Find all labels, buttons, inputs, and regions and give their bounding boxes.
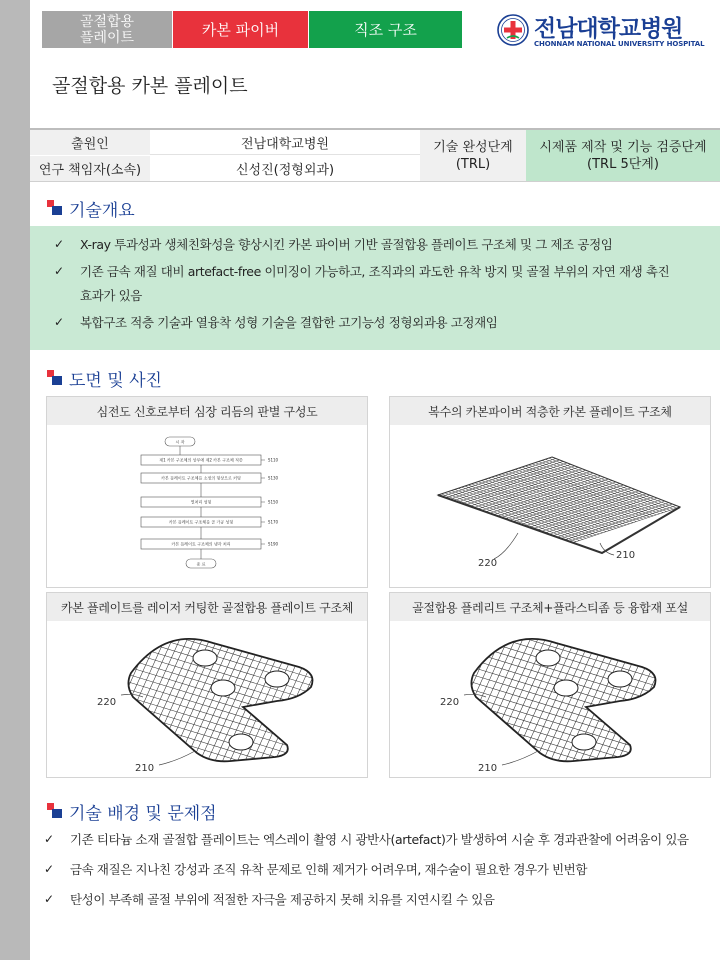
tag-gray-line1: 골절합용 <box>79 13 135 30</box>
panel-caption: 복수의 카본파이버 적층한 카본 플레이트 구조체 <box>390 397 710 425</box>
flowchart-step-4-label: 카본 플레이트 구조체를 골 가공 성형 <box>168 519 234 525</box>
tag-fracture-plate <box>42 11 172 48</box>
overview-bullet <box>54 235 720 254</box>
background-list <box>44 830 720 920</box>
background-bullet <box>44 830 720 849</box>
panel-caption: 심전도 신호로부터 심장 리듬의 판별 구성도 <box>47 397 367 425</box>
overview-bullet-continuation <box>80 286 720 305</box>
overview-title: 기술개요 <box>69 200 135 221</box>
check-icon: ✓ <box>54 315 64 329</box>
researcher-label: 연구 책임자(소속) <box>30 156 150 181</box>
overview-bullet-text: 기존 금속 재질 대비 artefact-free 이미징이 가능하고, 조직과의 과도한 유착 방지 및 골절 부위의 자연 재생 촉진 <box>80 264 670 279</box>
trl-value-line1: 시제품 제작 및 기능 검증단계 <box>539 139 707 155</box>
flowchart-end-label: 종 료 <box>196 561 206 567</box>
laser-cut-plate-drawing <box>47 621 369 779</box>
researcher-value: 신성진(정형외과) <box>235 163 335 178</box>
overview-bullet <box>54 262 720 281</box>
background-bullet-text: 금속 재질은 지나친 강성과 조직 유착 문제로 인해 제거가 어려우며, 재수술이 필요한 경우가 빈번함 <box>70 862 588 877</box>
trl-label-line2: (TRL) <box>455 156 491 172</box>
section-square-icon <box>47 370 63 386</box>
label-220: 220 <box>97 697 117 708</box>
trl-label-line1: 기술 완성단계 <box>433 139 513 155</box>
overview-bullet-text: X-ray 투과성과 생체친화성을 향상시킨 카본 파이버 기반 골절합용 플레이트 구조체 및 그 제조 공정임 <box>80 237 613 252</box>
hospital-logo <box>497 12 712 52</box>
figure-panel-fusion-material <box>389 592 711 778</box>
flowchart-step-1-label: 제1 카본 구조체의 상부에 제2 카본 구조체 적층 <box>159 457 243 463</box>
flowchart-step-2-code: S130 <box>267 475 279 481</box>
logo-korean-text: 전남대학교병원 <box>534 16 683 42</box>
trl-value <box>526 130 720 181</box>
figure-panel-flowchart <box>46 396 368 588</box>
fusion-material-drawing <box>390 621 712 779</box>
section-square-icon <box>47 803 63 819</box>
background-bullet-text: 기존 티타늄 소재 골절합 플레이트는 엑스레이 촬영 시 광반사(artefact)가 발생하여 시술 후 경과관찰에 어려움이 있음 <box>70 832 689 847</box>
figure-panel-stacked-plate <box>389 396 711 588</box>
label-210: 210 <box>616 550 636 561</box>
info-table-bottom-border <box>30 181 720 182</box>
tag-woven-structure: 직조 구조 <box>309 11 462 48</box>
label-210: 210 <box>478 763 498 774</box>
check-icon: ✓ <box>54 237 64 251</box>
page-title: 골절합용 카본 플레이트 <box>52 75 248 97</box>
check-icon: ✓ <box>44 832 54 846</box>
overview-section-heading <box>47 196 135 220</box>
check-icon: ✓ <box>54 264 64 278</box>
label-210: 210 <box>135 763 155 774</box>
check-icon: ✓ <box>44 892 54 906</box>
applicant-label: 출원인 <box>30 130 150 155</box>
background-section-heading <box>47 799 217 823</box>
panel-caption: 골절합용 플레리트 구조체+플라스티좀 등 융합재 포설 <box>390 593 710 621</box>
trl-label <box>420 130 526 181</box>
flowchart-step-2-label: 카본 플레이트 구조체를 소정의 형상으로 커팅 <box>161 475 241 481</box>
trl-value-line2: (TRL 5단계) <box>587 156 659 172</box>
stacked-plate-drawing <box>390 425 712 589</box>
background-bullet-text: 탄성이 부족해 골절 부위에 적절한 자극을 제공하지 못해 치유를 지연시킬 수 있음 <box>70 892 495 907</box>
figure-panel-laser-cut-plate <box>46 592 368 778</box>
flowchart-step-3-code: S150 <box>267 499 279 505</box>
label-220: 220 <box>440 697 460 708</box>
flowchart-step-5-label: 카본 플레이트 구조체의 냉각 처리 <box>171 541 231 547</box>
background-bullet <box>44 890 720 909</box>
overview-bullet <box>54 313 720 332</box>
hospital-emblem-icon <box>497 14 529 46</box>
flowchart-start-label: 시 작 <box>175 439 185 445</box>
section-square-icon <box>47 200 63 216</box>
drawings-section-heading <box>47 366 162 390</box>
left-accent-bar <box>0 0 30 960</box>
overview-box <box>30 226 720 350</box>
flowchart-step-5-code: S190 <box>267 541 279 547</box>
tag-gray-line2: 플레이트 <box>79 29 135 46</box>
tag-carbon-fiber: 카본 파이버 <box>173 11 308 48</box>
flowchart-step-1-code: S110 <box>267 457 279 463</box>
background-title: 기술 배경 및 문제점 <box>69 803 217 824</box>
logo-english-text: CHONNAM NATIONAL UNIVERSITY HOSPITAL <box>534 40 705 48</box>
label-220: 220 <box>478 558 498 569</box>
flowchart-step-4-code: S170 <box>267 519 279 525</box>
drawings-title: 도면 및 사진 <box>69 370 162 391</box>
panel-caption: 카본 플레이트를 레이저 커팅한 골절합용 플레이트 구조체 <box>47 593 367 621</box>
flowchart-diagram <box>47 425 369 589</box>
flowchart-step-3-label: 열처리 성형 <box>190 499 212 505</box>
overview-bullet-text: 효과가 있음 <box>80 288 142 303</box>
applicant-value: 전남대학교병원 <box>150 130 420 155</box>
overview-bullet-text: 복합구조 적층 기술과 열융착 성형 기술을 결합한 고기능성 정형외과용 고정재임 <box>80 315 498 330</box>
background-bullet <box>44 860 720 879</box>
check-icon: ✓ <box>44 862 54 876</box>
